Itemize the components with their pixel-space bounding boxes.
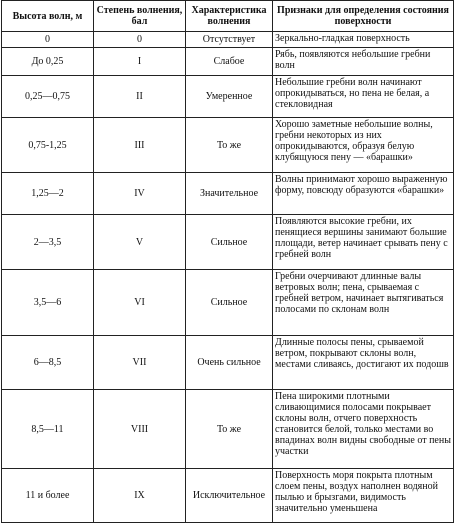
cell-height: 0,25—0,75	[2, 76, 94, 118]
cell-height: 0	[2, 32, 94, 48]
cell-character: Сильное	[186, 270, 273, 336]
cell-height: 2—3,5	[2, 215, 94, 270]
table-row	[2, 215, 454, 270]
cell-grade: IX	[94, 469, 186, 523]
cell-signs: Гребни очерчивают длинные валы ветровых волн; пена, срываемая с гребней ветром, начинает вытягиваться полосами по склонам волн	[273, 270, 454, 336]
table-row	[2, 118, 454, 173]
col-header-signs: Признаки для определения состояния поверхности	[273, 1, 454, 32]
cell-grade: III	[94, 118, 186, 173]
col-header-height: Высота волн, м	[2, 1, 94, 32]
table-row	[2, 76, 454, 118]
cell-grade: IV	[94, 173, 186, 215]
cell-character: То же	[186, 390, 273, 469]
cell-height: До 0,25	[2, 48, 94, 76]
cell-grade: 0	[94, 32, 186, 48]
cell-signs: Рябь, появляются небольшие гребни волн	[273, 48, 454, 76]
cell-character: Слабое	[186, 48, 273, 76]
cell-height: 1,25—2	[2, 173, 94, 215]
header-row	[2, 1, 454, 32]
table-row	[2, 32, 454, 48]
table-row	[2, 270, 454, 336]
cell-height: 6—8,5	[2, 336, 94, 390]
cell-signs: Пена широкими плотными сливающимися полосами покрывает склоны волн, отчего поверхность становится белой, только местами во впадинах волн видны свободные от пены участки	[273, 390, 454, 469]
col-header-grade: Степень волнения, бал	[94, 1, 186, 32]
table-row	[2, 336, 454, 390]
cell-grade: II	[94, 76, 186, 118]
table-row	[2, 469, 454, 523]
cell-character: Отсутствует	[186, 32, 273, 48]
cell-height: 3,5—6	[2, 270, 94, 336]
cell-signs: Волны принимают хорошо выраженную форму, повсюду образуются «барашки»	[273, 173, 454, 215]
cell-height: 11 и более	[2, 469, 94, 523]
cell-character: Значительное	[186, 173, 273, 215]
cell-grade: I	[94, 48, 186, 76]
cell-signs: Появляются высокие гребни, их пенящиеся вершины занимают большие площади, ветер начинает срывать пену с гребней волн	[273, 215, 454, 270]
cell-signs: Длинные полосы пены, срываемой ветром, покрывают склоны волн, местами сливаясь, достигают их подошв	[273, 336, 454, 390]
cell-character: Исключительное	[186, 469, 273, 523]
col-header-character: Характеристика волнения	[186, 1, 273, 32]
table-row	[2, 173, 454, 215]
cell-grade: VI	[94, 270, 186, 336]
cell-grade: VII	[94, 336, 186, 390]
cell-signs: Зеркально-гладкая поверхность	[273, 32, 454, 48]
table-row	[2, 48, 454, 76]
cell-height: 8,5—11	[2, 390, 94, 469]
cell-character: Сильное	[186, 215, 273, 270]
cell-character: Очень сильное	[186, 336, 273, 390]
cell-signs: Поверхность моря покрыта плотным слоем пены, воздух наполнен водяной пылью и брызгами, видимость значительно уменьшена	[273, 469, 454, 523]
cell-grade: V	[94, 215, 186, 270]
cell-character: Умеренное	[186, 76, 273, 118]
cell-character: То же	[186, 118, 273, 173]
cell-signs: Небольшие гребни волн начинают опрокидываться, но пена не белая, а стекловидная	[273, 76, 454, 118]
sea-state-table	[1, 0, 454, 523]
cell-signs: Хорошо заметные небольшие волны, гребни некоторых из них опрокидываются, образуя белую клубящуюся пену — «барашки»	[273, 118, 454, 173]
table-row	[2, 390, 454, 469]
cell-grade: VIII	[94, 390, 186, 469]
cell-height: 0,75-1,25	[2, 118, 94, 173]
